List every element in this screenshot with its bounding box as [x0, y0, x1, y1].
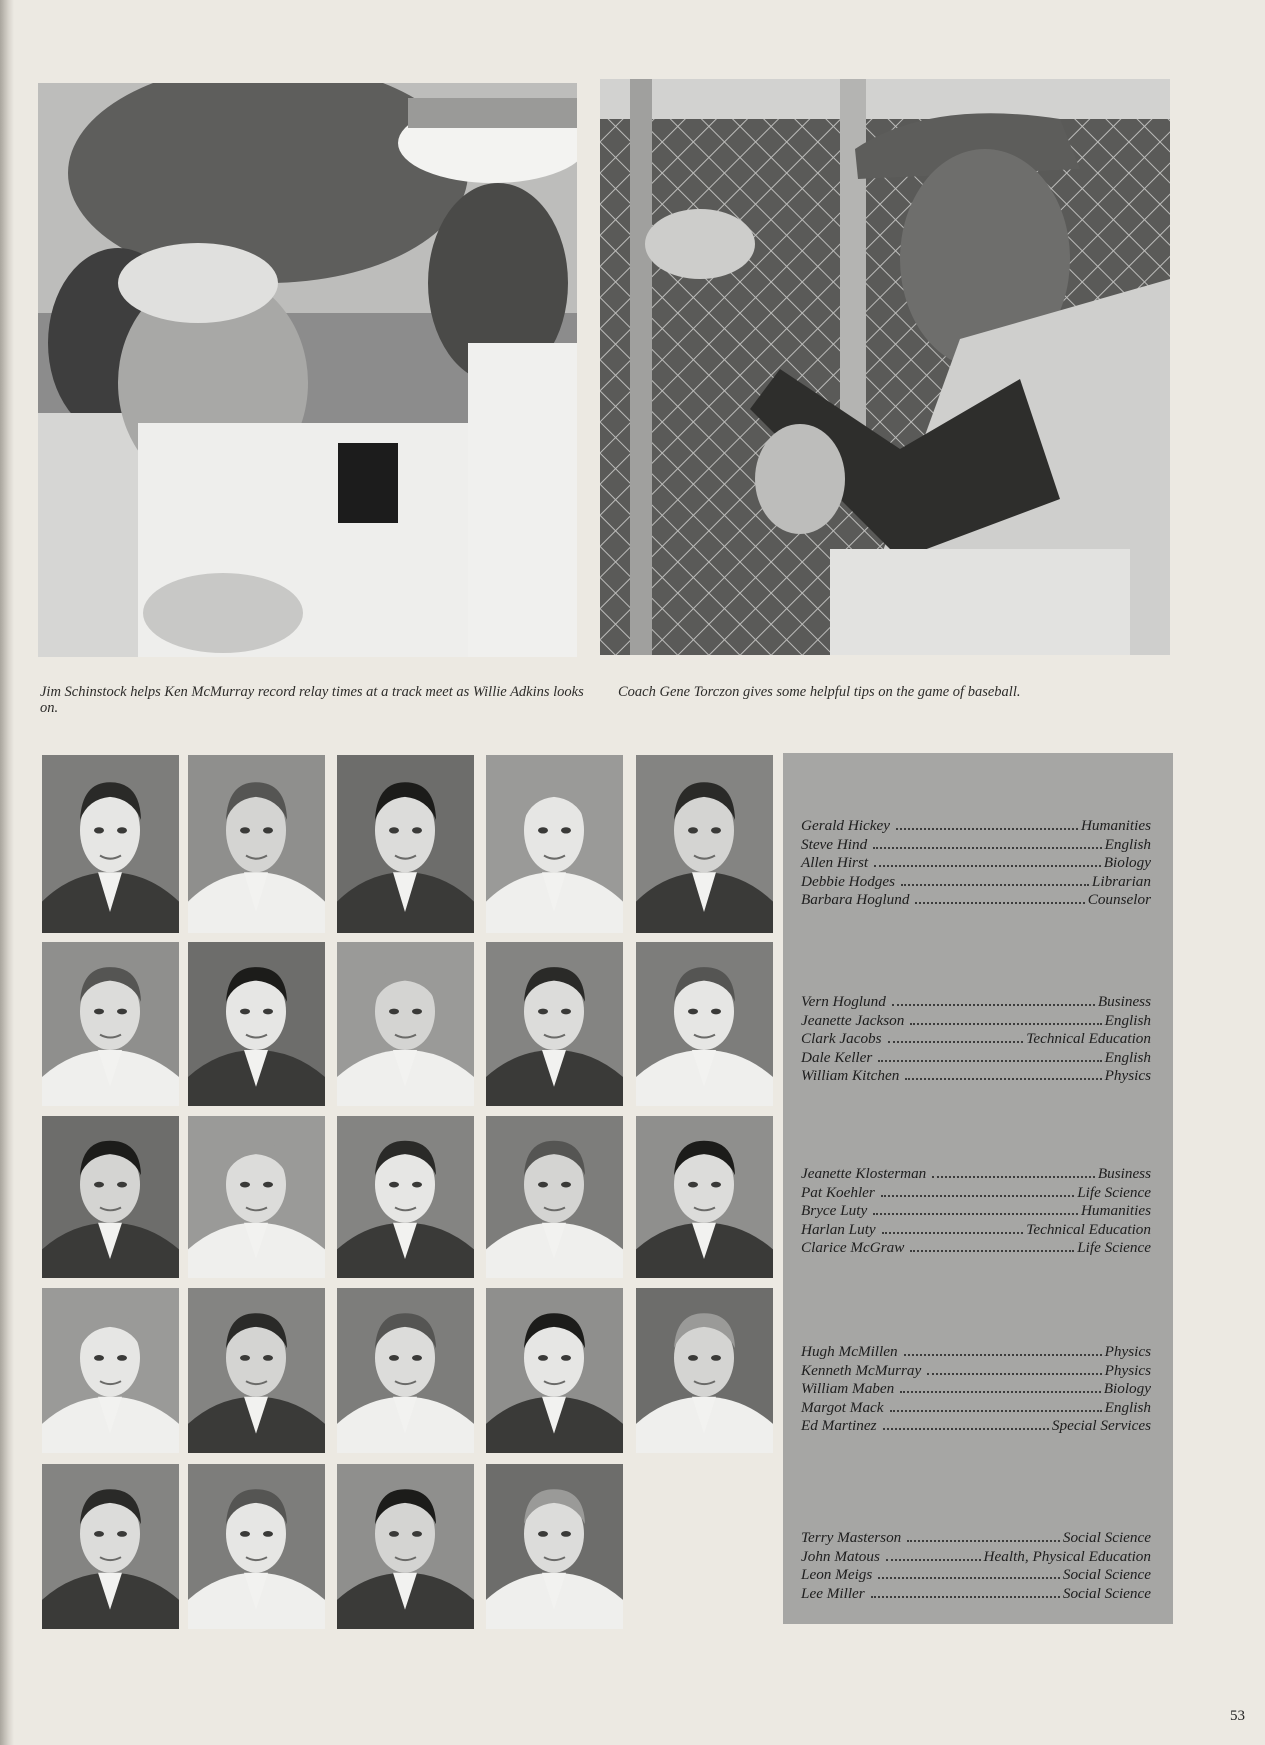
- roster-row: [801, 817, 1151, 836]
- roster-row: [801, 1529, 1151, 1548]
- faculty-portrait: [188, 1116, 325, 1278]
- faculty-name: Ed Martinez: [801, 1417, 877, 1435]
- track-meet-caption: Jim Schinstock helps Ken McMurray record relay times at a track meet as Willie Adkins looks on.: [40, 684, 584, 716]
- faculty-name: Bryce Luty: [801, 1202, 868, 1220]
- faculty-name: Gerald Hickey: [801, 817, 890, 834]
- faculty-portrait: [188, 1464, 325, 1629]
- roster-row: [801, 854, 1151, 873]
- roster-row: [801, 1030, 1151, 1049]
- leader-dots: [874, 865, 1101, 867]
- leader-dots: [873, 1213, 1078, 1215]
- roster-row: [801, 873, 1151, 892]
- leader-dots: [881, 1195, 1074, 1197]
- faculty-name: Clark Jacobs: [801, 1030, 882, 1048]
- faculty-department: English: [1104, 1398, 1151, 1416]
- roster-row: [801, 1417, 1151, 1436]
- faculty-name: Dale Keller: [801, 1048, 873, 1066]
- page-binding-shadow: [0, 0, 14, 1745]
- roster-row: [801, 1049, 1151, 1068]
- faculty-portrait: [42, 1116, 179, 1278]
- faculty-name: Allen Hirst: [801, 854, 869, 872]
- roster-row: [801, 1566, 1151, 1585]
- faculty-department: Business: [1097, 993, 1151, 1010]
- faculty-portrait: [486, 942, 623, 1106]
- faculty-portrait: [42, 942, 179, 1106]
- faculty-department: Social Science: [1062, 1584, 1151, 1602]
- faculty-name: Jeanette Jackson: [801, 1011, 905, 1029]
- faculty-department: Humanities: [1080, 817, 1151, 834]
- faculty-portrait: [42, 1464, 179, 1629]
- faculty-department: Health, Physical Education: [983, 1547, 1151, 1565]
- faculty-portrait: [337, 755, 474, 933]
- faculty-department: Social Science: [1062, 1529, 1151, 1546]
- faculty-portrait: [636, 755, 773, 933]
- leader-dots: [907, 1540, 1060, 1542]
- faculty-department: Life Science: [1077, 1183, 1151, 1201]
- faculty-name: Jeanette Klosterman: [801, 1165, 927, 1182]
- faculty-department: Technical Education: [1026, 1030, 1151, 1048]
- roster-row: [801, 1239, 1151, 1258]
- faculty-portrait: [337, 1116, 474, 1278]
- faculty-department: English: [1104, 835, 1151, 853]
- faculty-portrait: [486, 1116, 623, 1278]
- faculty-name: John Matous: [801, 1547, 880, 1565]
- roster-row: [801, 1399, 1151, 1418]
- faculty-portrait: [42, 1288, 179, 1453]
- faculty-department: Librarian: [1091, 872, 1151, 890]
- leader-dots: [892, 1004, 1095, 1006]
- faculty-name: Hugh McMillen: [801, 1343, 898, 1360]
- faculty-name: Kenneth McMurray: [801, 1361, 922, 1379]
- leader-dots: [915, 902, 1084, 904]
- leader-dots: [878, 1060, 1101, 1062]
- leader-dots: [882, 1232, 1024, 1234]
- faculty-portrait: [188, 1288, 325, 1453]
- faculty-name: Pat Koehler: [801, 1183, 875, 1201]
- roster-row: [801, 1012, 1151, 1031]
- leader-dots: [927, 1373, 1101, 1375]
- faculty-department: Physics: [1104, 1343, 1151, 1360]
- faculty-name: Debbie Hodges: [801, 872, 896, 890]
- leader-dots: [910, 1250, 1074, 1252]
- faculty-portrait: [337, 1288, 474, 1453]
- leader-dots: [932, 1176, 1095, 1178]
- track-meet-photo: [38, 83, 577, 657]
- faculty-portrait: [636, 1288, 773, 1453]
- roster-row: [801, 993, 1151, 1012]
- leader-dots: [910, 1023, 1101, 1025]
- faculty-name: Harlan Luty: [801, 1220, 876, 1238]
- faculty-portrait: [486, 1288, 623, 1453]
- faculty-department: Physics: [1104, 1067, 1151, 1085]
- faculty-department: English: [1104, 1048, 1151, 1066]
- roster-row: [801, 1221, 1151, 1240]
- roster-group-4: [801, 1343, 1151, 1436]
- leader-dots: [904, 1354, 1102, 1356]
- faculty-name: Vern Hoglund: [801, 993, 886, 1010]
- leader-dots: [886, 1559, 981, 1561]
- leader-dots: [901, 884, 1089, 886]
- faculty-portrait: [337, 1464, 474, 1629]
- faculty-department: Social Science: [1062, 1566, 1151, 1584]
- faculty-department: Business: [1097, 1165, 1151, 1182]
- roster-row: [801, 1343, 1151, 1362]
- faculty-department: Humanities: [1080, 1202, 1151, 1220]
- faculty-portrait: [188, 942, 325, 1106]
- leader-dots: [896, 828, 1078, 830]
- faculty-name: Margot Mack: [801, 1398, 884, 1416]
- faculty-name: Leon Meigs: [801, 1566, 873, 1584]
- leader-dots: [890, 1410, 1102, 1412]
- faculty-name: Steve Hind: [801, 835, 868, 853]
- page-number: 53: [1230, 1708, 1245, 1724]
- faculty-portrait: [636, 1116, 773, 1278]
- faculty-department: Technical Education: [1026, 1220, 1151, 1238]
- roster-group-2: [801, 993, 1151, 1086]
- faculty-name: Barbara Hoglund: [801, 891, 910, 909]
- faculty-department: Counselor: [1087, 891, 1151, 909]
- roster-row: [801, 1362, 1151, 1381]
- faculty-portrait: [337, 942, 474, 1106]
- faculty-name: William Kitchen: [801, 1067, 900, 1085]
- faculty-name: Terry Masterson: [801, 1529, 902, 1546]
- faculty-department: Special Services: [1051, 1417, 1151, 1435]
- roster-row: [801, 1380, 1151, 1399]
- roster-group-3: [801, 1165, 1151, 1258]
- roster-group-5: [801, 1529, 1151, 1603]
- faculty-roster-panel: [783, 753, 1173, 1624]
- leader-dots: [900, 1391, 1101, 1393]
- roster-row: [801, 1585, 1151, 1604]
- leader-dots: [873, 847, 1101, 849]
- faculty-portrait: [188, 755, 325, 933]
- faculty-portrait: [486, 755, 623, 933]
- faculty-department: English: [1104, 1011, 1151, 1029]
- faculty-portrait: [486, 1464, 623, 1629]
- faculty-department: Biology: [1103, 1380, 1151, 1398]
- roster-row: [801, 1202, 1151, 1221]
- roster-row: [801, 1184, 1151, 1203]
- leader-dots: [878, 1577, 1060, 1579]
- roster-group-1: [801, 817, 1151, 910]
- roster-row: [801, 1067, 1151, 1086]
- faculty-department: Physics: [1104, 1361, 1151, 1379]
- faculty-name: Clarice McGraw: [801, 1239, 905, 1257]
- faculty-name: Lee Miller: [801, 1584, 865, 1602]
- leader-dots: [905, 1078, 1101, 1080]
- faculty-portrait: [636, 942, 773, 1106]
- faculty-department: Biology: [1103, 854, 1151, 872]
- leader-dots: [883, 1428, 1049, 1430]
- faculty-department: Life Science: [1077, 1239, 1151, 1257]
- faculty-portrait: [42, 755, 179, 933]
- faculty-name: William Maben: [801, 1380, 895, 1398]
- roster-row: [801, 836, 1151, 855]
- roster-row: [801, 1548, 1151, 1567]
- leader-dots: [888, 1041, 1024, 1043]
- roster-row: [801, 1165, 1151, 1184]
- leader-dots: [871, 1596, 1060, 1598]
- baseball-coach-photo: [600, 79, 1170, 655]
- baseball-coach-caption: Coach Gene Torczon gives some helpful tips on the game of baseball.: [618, 684, 1021, 700]
- roster-row: [801, 891, 1151, 910]
